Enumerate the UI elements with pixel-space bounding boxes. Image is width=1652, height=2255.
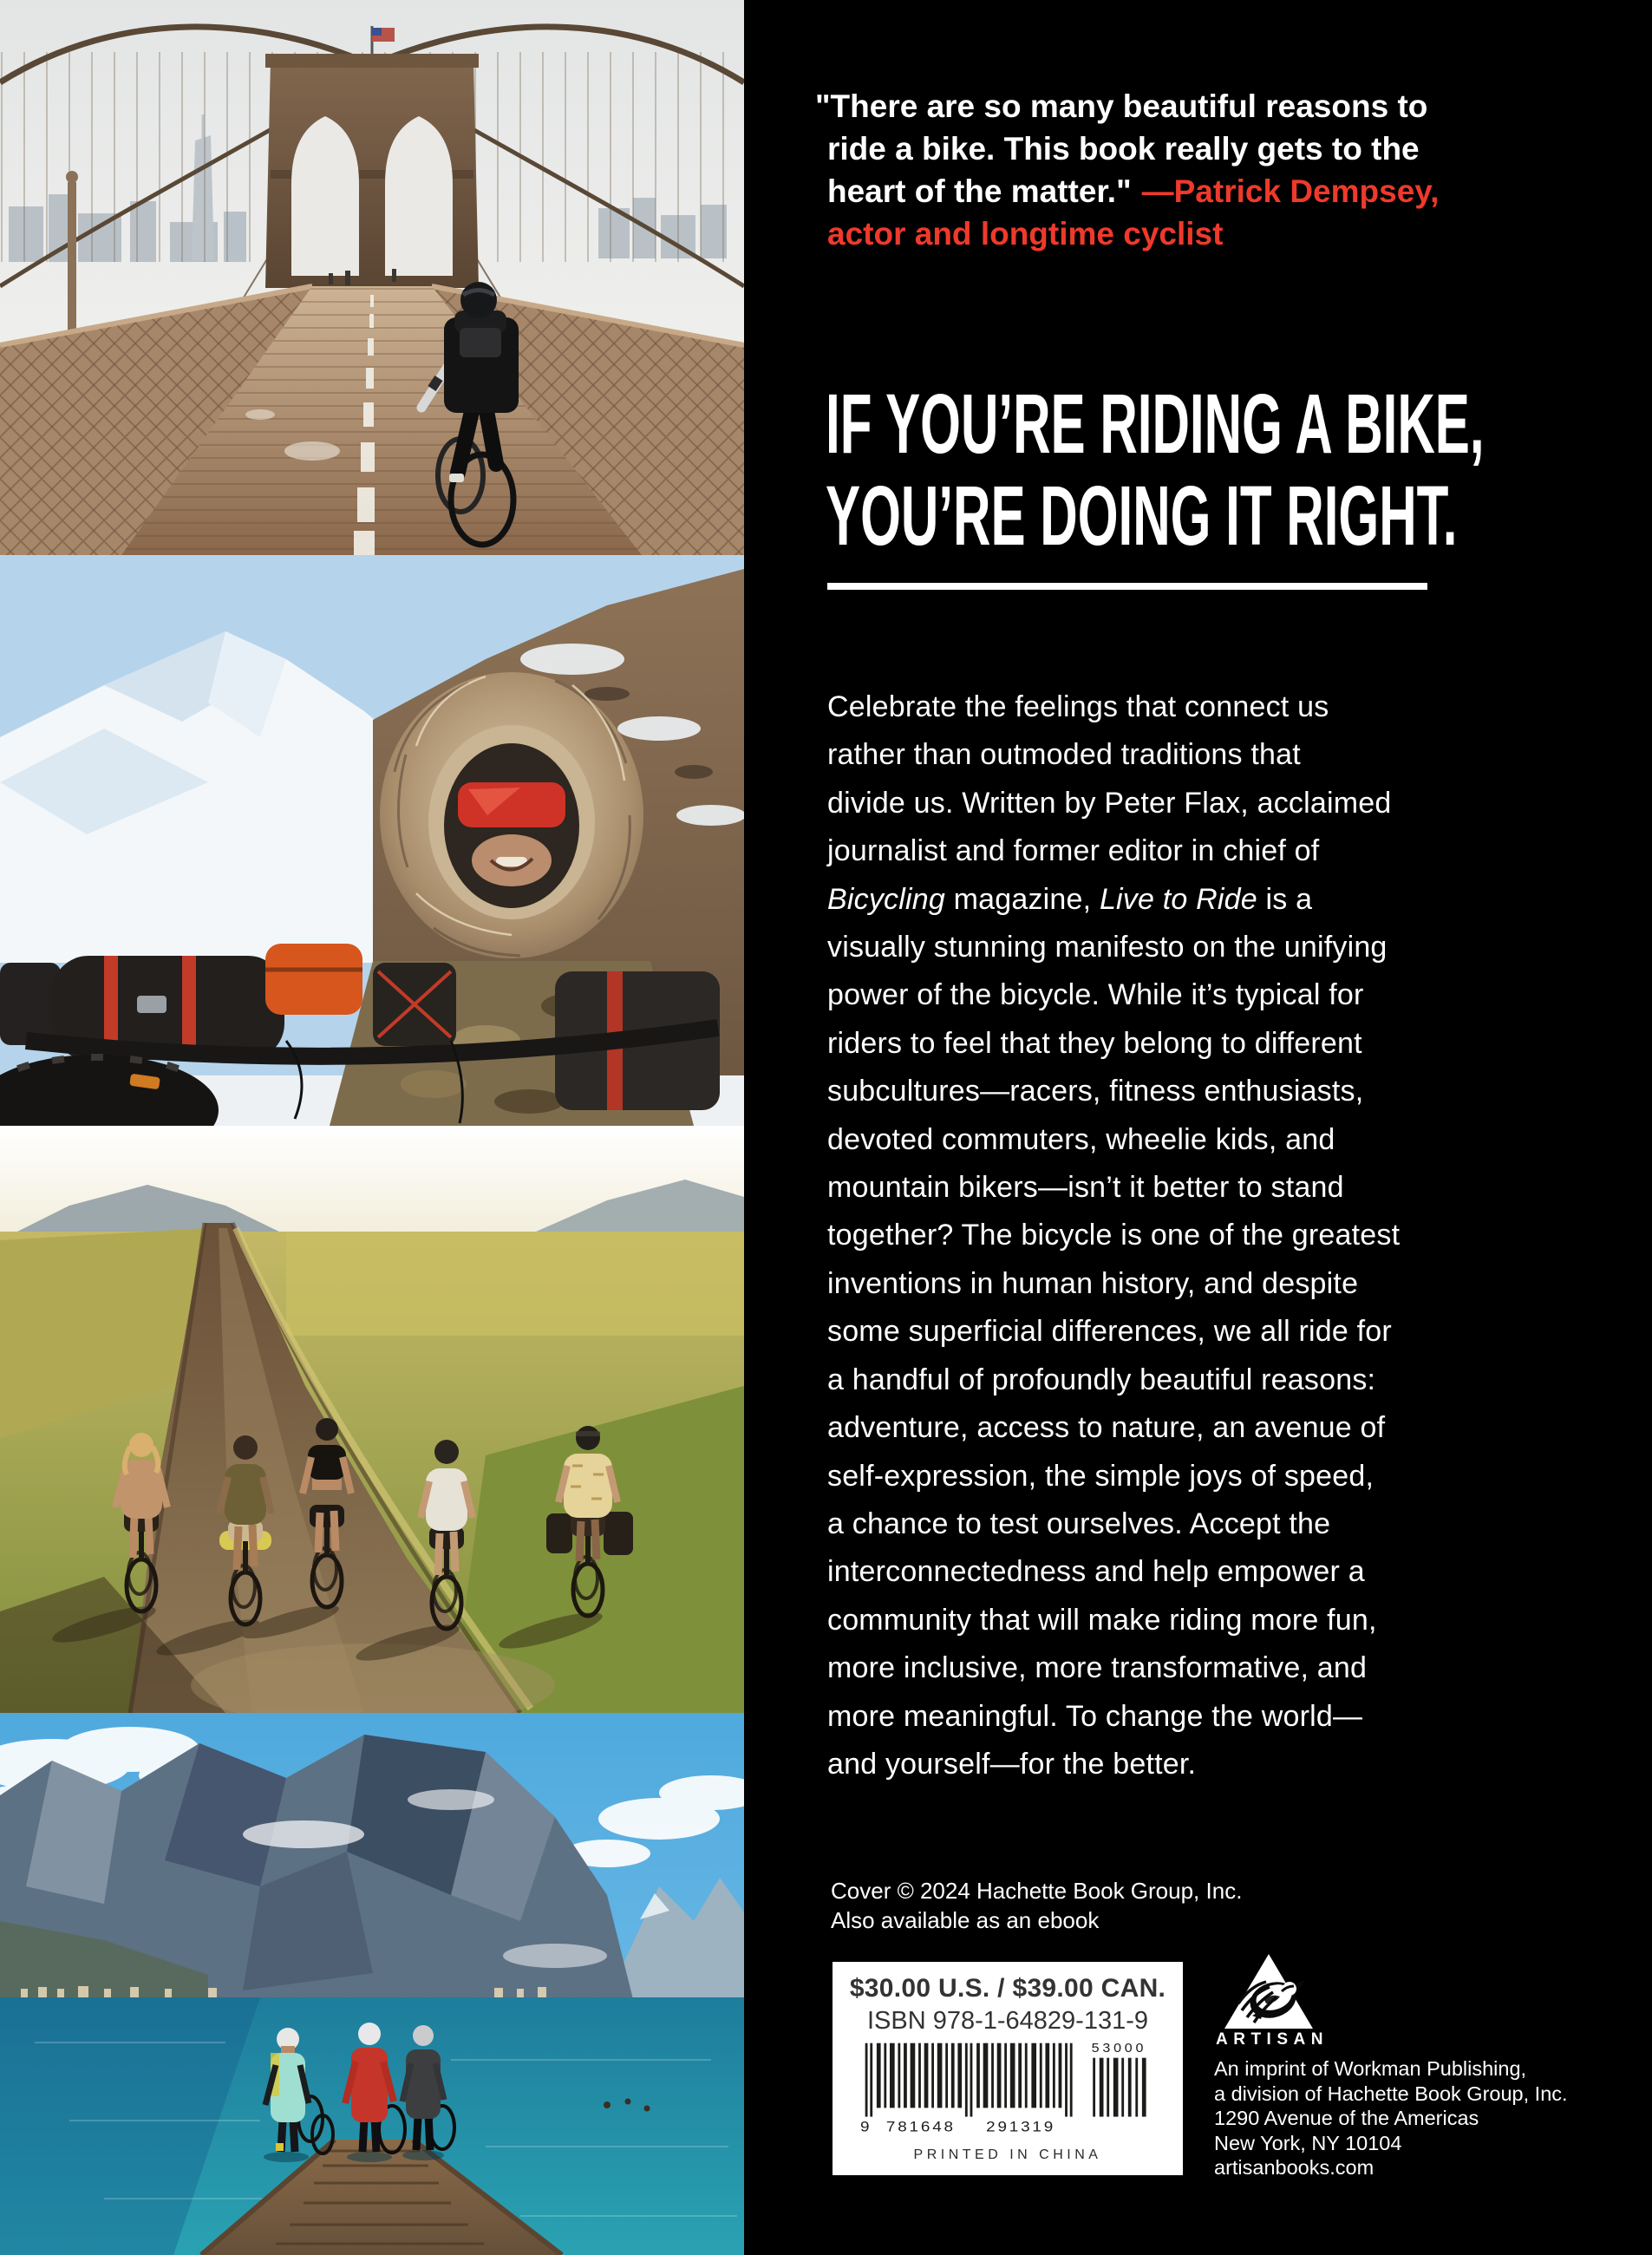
body-line: a chance to test ourselves. Accept the — [827, 1507, 1331, 1540]
quote-line: heart of the matter." — [827, 173, 1132, 209]
body-line: rather than outmoded traditions that — [827, 738, 1301, 772]
body-line: riders to feel that they belong to different — [827, 1026, 1362, 1060]
artisan-logo-icon — [1221, 1951, 1316, 2031]
imprint-line: New York, NY 10104 — [1214, 2131, 1402, 2154]
barcode-supplement-digits: 53000 — [1091, 2042, 1147, 2056]
body-line: community that will make riding more fun, — [827, 1603, 1377, 1637]
divider-rule — [827, 583, 1427, 590]
body-line: visually stunning manifesto on the unifying — [827, 931, 1388, 964]
body-line: interconnectedness and help empower a — [827, 1555, 1365, 1589]
italic-title: Bicycling — [827, 882, 945, 916]
group-ride-illustration — [0, 1126, 744, 1713]
body-line: a handful of profoundly beautiful reasons: — [827, 1363, 1376, 1396]
photo-group-ride-gravel-road — [0, 1126, 744, 1713]
body-line: inventions in human history, and despite — [827, 1266, 1359, 1300]
body-line: some superficial differences, we all ride for — [827, 1315, 1392, 1349]
imprint-line: a division of Hachette Book Group, Inc. — [1214, 2082, 1568, 2105]
barcode-left-digit: 9 — [860, 2118, 870, 2135]
imprint-line: An imprint of Workman Publishing, — [1214, 2057, 1527, 2080]
body-line: more meaningful. To change the world— — [827, 1699, 1363, 1733]
body-line: self-expression, the simple joys of speed, — [827, 1459, 1374, 1493]
artisan-wordmark: ARTISAN — [1216, 2030, 1329, 2049]
quote-attribution: —Patrick Dempsey, — [1141, 173, 1440, 209]
headline — [826, 378, 1485, 562]
imprint-line: 1290 Avenue of the Americas — [1214, 2107, 1479, 2129]
body-line: divide us. Written by Peter Flax, acclaimed — [827, 786, 1392, 820]
body-line: subcultures—racers, fitness enthusiasts, — [827, 1075, 1364, 1108]
photo-lake-mountain-pier — [0, 1713, 744, 2255]
printed-in-china-label: PRINTED IN CHINA — [913, 2147, 1102, 2162]
body-line: together? The bicycle is one of the greatest — [827, 1219, 1401, 1252]
body-line: Celebrate the feelings that connect us — [827, 690, 1329, 723]
body-line: mountain bikers—isn’t it better to stand — [827, 1171, 1344, 1205]
lake-pier-illustration — [0, 1713, 744, 2255]
winter-bikepacker-illustration — [0, 555, 744, 1126]
photo-brooklyn-bridge-cyclist — [0, 0, 744, 555]
price-barcode-box — [833, 1962, 1183, 2175]
body-line: Bicycling magazine, Live to Ride is a — [827, 882, 1313, 916]
quote-line: "There are so many beautiful reasons to — [815, 88, 1428, 124]
quote-line: ride a bike. This book really gets to the — [827, 131, 1420, 167]
barcode-digits-group2: 291319 — [986, 2118, 1056, 2135]
body-line: and yourself—for the better. — [827, 1747, 1197, 1781]
headline-line: IF YOU’RE RIDING A BIKE, — [826, 376, 1485, 471]
body-copy — [827, 683, 1400, 1788]
italic-title: Live to Ride — [1099, 882, 1257, 916]
body-line: more inclusive, more transformative, and — [827, 1651, 1368, 1685]
brooklyn-bridge-illustration — [0, 0, 744, 555]
body-line: power of the bicycle. While it’s typical for — [827, 978, 1364, 1012]
back-cover-text-panel — [744, 0, 1652, 2255]
barcode-digits-group1: 781648 — [885, 2118, 956, 2135]
quote-attribution: actor and longtime cyclist — [827, 216, 1224, 252]
isbn-label: ISBN 978-1-64829-131-9 — [866, 2007, 1149, 2035]
body-line: adventure, access to nature, an avenue of — [827, 1411, 1386, 1445]
ebook-note: Also available as an ebook — [831, 1907, 1100, 1933]
cover-note — [831, 1876, 1242, 1935]
endorsement-quote — [815, 85, 1440, 255]
barcode — [860, 2042, 1155, 2139]
imprint-line: artisanbooks.com — [1214, 2156, 1374, 2179]
body-line: devoted commuters, wheelie kids, and — [827, 1122, 1335, 1156]
cover-copyright: Cover © 2024 Hachette Book Group, Inc. — [831, 1878, 1243, 1904]
photo-winter-bikepacker — [0, 555, 744, 1126]
headline-line: YOU’RE DOING IT RIGHT. — [826, 468, 1458, 563]
body-line: journalist and former editor in chief of — [827, 834, 1320, 868]
price-label: $30.00 U.S. / $39.00 CAN. — [849, 1974, 1166, 2003]
imprint-address — [1214, 2056, 1568, 2180]
